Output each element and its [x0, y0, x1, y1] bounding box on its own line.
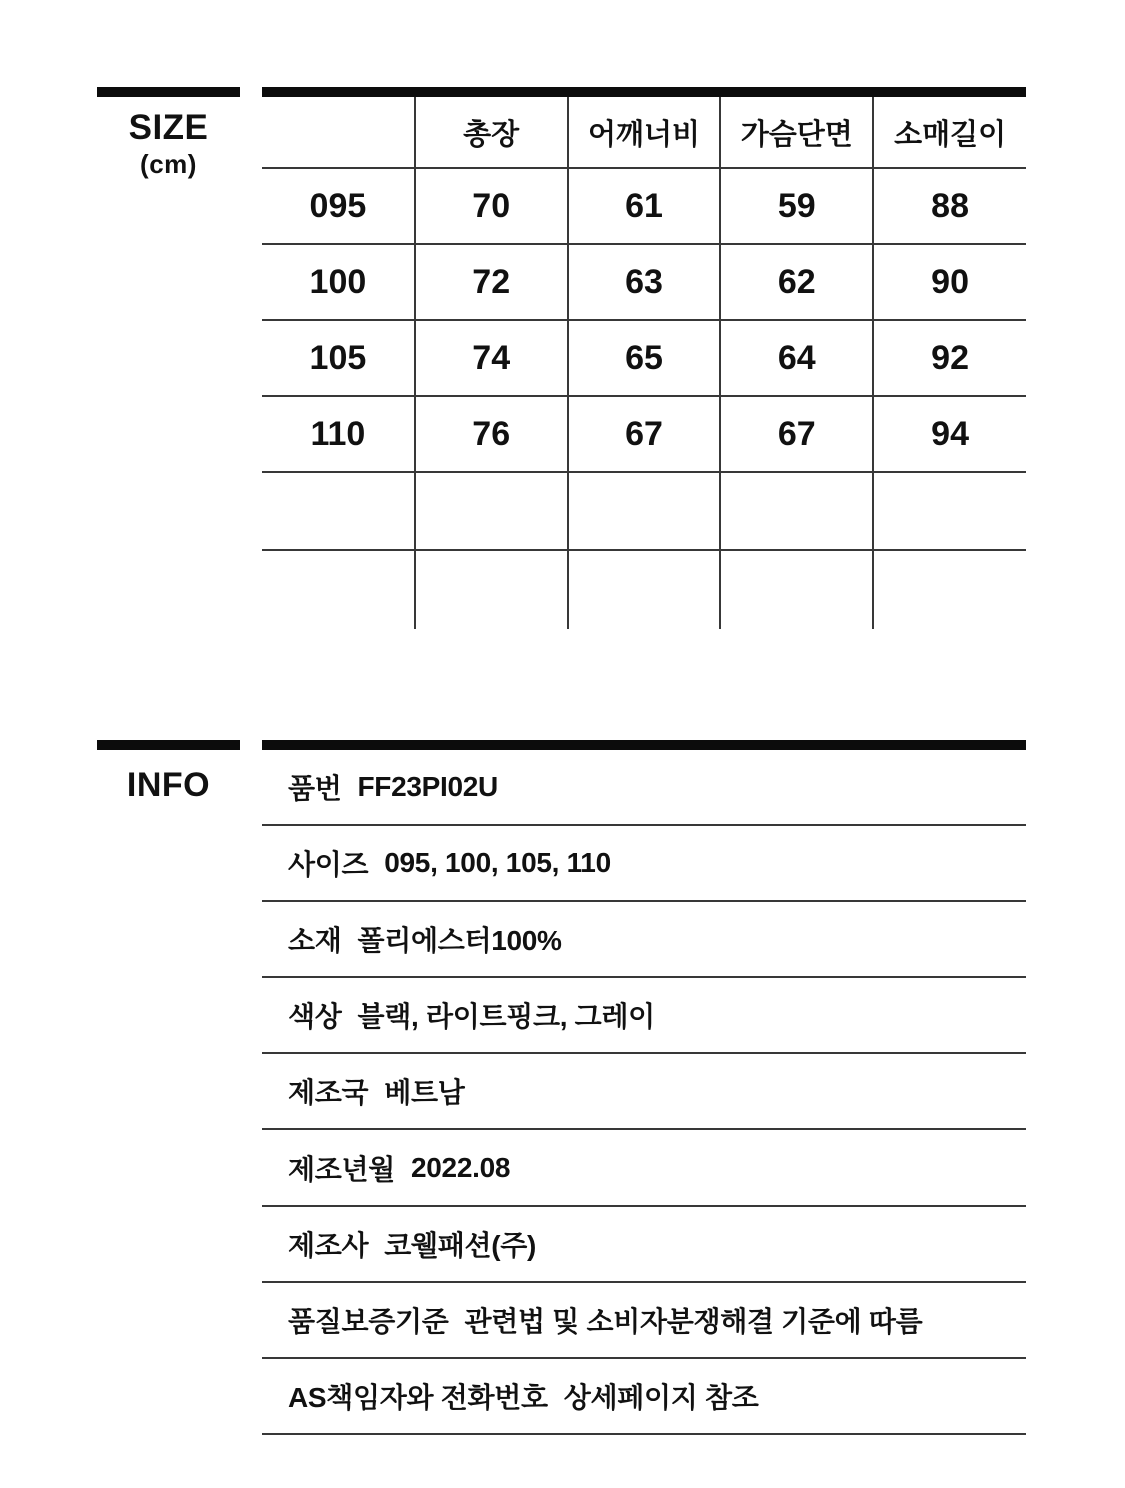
size-row-label: 105 [262, 320, 415, 396]
info-label: 사이즈 [288, 849, 369, 881]
size-col-header-sleeve-length: 소매길이 [873, 97, 1026, 168]
info-value: FF23PI02U [357, 771, 498, 803]
info-value: 코웰패션(주) [384, 1229, 537, 1261]
info-value: 폴리에스터100% [357, 925, 562, 957]
info-label: AS책임자와 전화번호 [288, 1381, 548, 1413]
info-row-country [262, 1054, 1026, 1130]
info-value: 095, 100, 105, 110 [384, 847, 611, 879]
info-value: 베트남 [384, 1077, 465, 1109]
size-col-header-empty [262, 97, 415, 168]
info-value: 2022.08 [411, 1151, 511, 1183]
size-row-label: 100 [262, 244, 415, 320]
info-label: 색상 [288, 1001, 342, 1033]
size-row-110 [262, 396, 1026, 472]
info-label: 제조사 [288, 1229, 369, 1261]
measurement-cell: 90 [873, 244, 1026, 320]
size-col-header-chest: 가슴단면 [720, 97, 873, 168]
measurement-cell: 65 [568, 320, 721, 396]
info-label: 제조국 [288, 1077, 369, 1109]
measurement-cell: 88 [873, 168, 1026, 244]
size-row-label: 110 [262, 396, 415, 472]
measurement-cell: 64 [720, 320, 873, 396]
measurement-cell: 70 [415, 168, 568, 244]
size-heading-bar [97, 87, 240, 97]
size-row-empty [262, 472, 1026, 550]
size-row-100 [262, 244, 1026, 320]
info-row-manufacturer [262, 1207, 1026, 1283]
info-row-manufacture-date [262, 1130, 1026, 1206]
measurement-cell: 92 [873, 320, 1026, 396]
size-table-top-bar [262, 87, 1026, 97]
info-row-sizes [262, 826, 1026, 902]
measurement-cell: 72 [415, 244, 568, 320]
info-label: 품번 [288, 773, 342, 805]
info-value: 상세페이지 참조 [563, 1381, 759, 1413]
measurement-cell: 61 [568, 168, 721, 244]
info-value: 블랙, 라이트핑크, 그레이 [357, 1001, 655, 1033]
info-label: 소재 [288, 925, 342, 957]
measurement-cell: 94 [873, 396, 1026, 472]
measurement-cell: 74 [415, 320, 568, 396]
info-label: 제조년월 [288, 1153, 395, 1185]
size-row-105 [262, 320, 1026, 396]
measurement-cell: 67 [568, 396, 721, 472]
info-row-colors [262, 978, 1026, 1054]
size-col-header-total-length: 총장 [415, 97, 568, 168]
measurement-cell: 62 [720, 244, 873, 320]
info-value: 관련법 및 소비자분쟁해결 기준에 따름 [464, 1305, 923, 1337]
info-row-as-contact [262, 1359, 1026, 1435]
size-unit-label: (cm) [140, 149, 197, 179]
measurement-cell: 67 [720, 396, 873, 472]
size-row-empty [262, 550, 1026, 629]
measurement-cell: 76 [415, 396, 568, 472]
size-col-header-shoulder-width: 어깨너비 [568, 97, 721, 168]
info-section-title: INFO [126, 766, 211, 804]
info-heading-bar [97, 740, 240, 750]
size-table [262, 97, 1026, 629]
info-rows [262, 750, 1026, 1435]
info-row-product-code [262, 750, 1026, 826]
size-section-title: SIZE [128, 108, 209, 147]
measurement-cell: 59 [720, 168, 873, 244]
info-row-material [262, 902, 1026, 978]
info-table-top-bar [262, 740, 1026, 750]
info-label: 품질보증기준 [288, 1305, 449, 1337]
size-row-label: 095 [262, 168, 415, 244]
size-table-header-row [262, 97, 1026, 168]
info-row-warranty [262, 1283, 1026, 1359]
size-row-095 [262, 168, 1026, 244]
measurement-cell: 63 [568, 244, 721, 320]
